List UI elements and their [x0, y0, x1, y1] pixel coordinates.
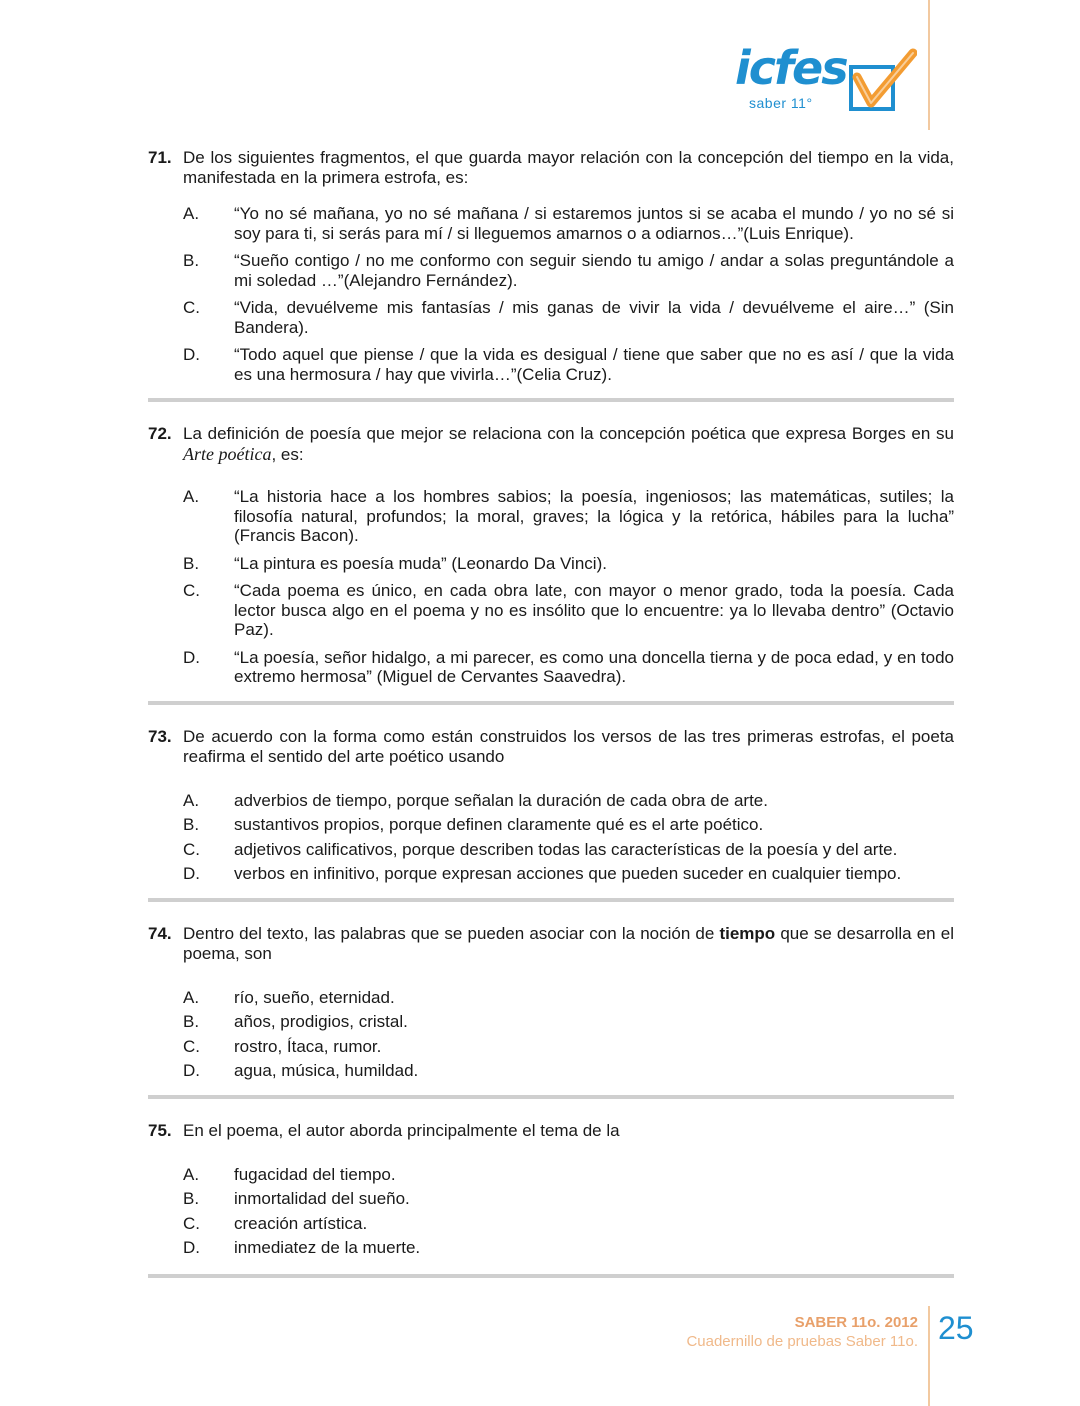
- question-stem: La definición de poesía que mejor se relaciona con la concepción poética que expresa Borges en su Arte poética, es:: [183, 424, 954, 464]
- question-stem: En el poema, el autor aborda principalmente el tema de la: [183, 1120, 620, 1140]
- option-a[interactable]: [183, 204, 954, 243]
- option-text: inmediatez de la muerte.: [234, 1238, 421, 1257]
- option-b[interactable]: [183, 251, 954, 290]
- option-a[interactable]: [183, 1165, 954, 1185]
- question-75: [148, 1121, 954, 1278]
- option-letter: D.: [183, 647, 200, 667]
- answer-options: [183, 988, 954, 1081]
- option-letter: B.: [183, 251, 200, 270]
- footer-title: SABER 11o. 2012: [794, 1314, 918, 1331]
- question-number: 72.: [148, 424, 172, 443]
- option-text: sustantivos propios, porque definen claramente qué es el arte poético.: [234, 815, 764, 834]
- footer-subtitle: Cuadernillo de pruebas Saber 11o.: [686, 1333, 918, 1350]
- question-separator: [148, 1095, 954, 1099]
- option-letter: A.: [183, 987, 200, 1007]
- question-number: 71.: [148, 148, 172, 167]
- option-c[interactable]: [183, 1037, 954, 1057]
- option-c[interactable]: [183, 298, 954, 337]
- answer-options: [183, 791, 954, 884]
- header-divider-line: [928, 0, 930, 130]
- option-text: “La pintura es poesía muda” (Leonardo Da Vinci).: [234, 553, 607, 573]
- option-text: adverbios de tiempo, porque señalan la duración de cada obra de arte.: [234, 790, 768, 810]
- option-letter: B.: [183, 1189, 200, 1208]
- question-stem: De acuerdo con la forma como están construidos los versos de las tres primeras estrofas, el poeta reafirma el sentido del arte poético usando: [183, 726, 954, 766]
- option-letter: C.: [183, 839, 200, 859]
- option-letter: C.: [183, 1213, 200, 1233]
- option-text: creación artística.: [234, 1213, 368, 1233]
- question-71: [148, 148, 954, 402]
- option-text: fugacidad del tiempo.: [234, 1164, 396, 1184]
- questions-list: [148, 148, 954, 1278]
- option-c[interactable]: [183, 1214, 954, 1234]
- answer-options: [183, 204, 954, 384]
- page-footer: [686, 1314, 918, 1351]
- option-text: “Todo aquel que piense / que la vida es desigual / tiene que saber que no es así / que la vida es una hermosura / hay que vivirla…”(Celia Cruz).: [234, 345, 954, 384]
- option-text: río, sueño, eternidad.: [234, 987, 395, 1007]
- option-a[interactable]: [183, 791, 954, 811]
- option-letter: A.: [183, 204, 200, 223]
- answer-options: [183, 1165, 954, 1258]
- icfes-logo: [735, 41, 915, 117]
- option-letter: D.: [183, 864, 200, 883]
- option-text: “La poesía, señor hidalgo, a mi parecer, es como una doncella tierna y de poca edad, y en todo extremo hermosa” (Miguel de Cervantes Saavedra).: [234, 647, 954, 686]
- question-number: 73.: [148, 726, 172, 746]
- option-letter: A.: [183, 1164, 200, 1184]
- option-letter: B.: [183, 1012, 200, 1031]
- question-separator: [148, 398, 954, 402]
- question-separator: [148, 701, 954, 705]
- option-d[interactable]: [183, 648, 954, 687]
- option-letter: C.: [183, 1036, 200, 1056]
- question-74: [148, 924, 954, 1099]
- option-letter: C.: [183, 298, 200, 317]
- page-number: 25: [938, 1310, 974, 1346]
- option-b[interactable]: [183, 554, 954, 574]
- option-d[interactable]: [183, 864, 954, 884]
- option-d[interactable]: [183, 345, 954, 384]
- question-stem: De los siguientes fragmentos, el que guarda mayor relación con la concepción del tiempo en la vida, manifestada en la primera estrofa, es:: [183, 148, 954, 187]
- option-text: inmortalidad del sueño.: [234, 1189, 410, 1208]
- question-73: [148, 727, 954, 902]
- option-b[interactable]: [183, 815, 954, 835]
- option-letter: C.: [183, 581, 200, 600]
- option-letter: D.: [183, 1061, 200, 1080]
- checkmark-icon: [847, 47, 917, 113]
- option-text: “Yo no sé mañana, yo no sé mañana / si estaremos juntos si se acaba el mundo / yo no sé si soy para ti, si serás para mí / si lleguemos amarnos o a odiarnos…”(Luis Enrique).: [234, 204, 954, 243]
- option-b[interactable]: [183, 1012, 954, 1032]
- italic-title: Arte poética: [183, 444, 272, 464]
- option-c[interactable]: [183, 840, 954, 860]
- question-stem: Dentro del texto, las palabras que se pueden asociar con la noción de tiempo que se desarrolla en el poema, son: [183, 923, 954, 963]
- option-c[interactable]: [183, 581, 954, 640]
- question-72: [148, 424, 954, 705]
- question-number: 74.: [148, 923, 172, 943]
- option-d[interactable]: [183, 1238, 954, 1258]
- question-number: 75.: [148, 1120, 172, 1140]
- option-d[interactable]: [183, 1061, 954, 1081]
- option-letter: A.: [183, 487, 200, 506]
- bold-keyword: tiempo: [719, 923, 776, 943]
- option-text: rostro, Ítaca, rumor.: [234, 1036, 382, 1056]
- question-separator: [148, 1274, 954, 1278]
- option-letter: A.: [183, 790, 200, 810]
- option-text: “Sueño contigo / no me conformo con seguir siendo tu amigo / andar a solas preguntándole a mi soledad …”(Alejandro Fernández).: [234, 251, 954, 290]
- logo-wordmark: icfes: [735, 41, 847, 95]
- option-text: “Vida, devuélveme mis fantasías / mis ganas de vivir la vida / devuélveme el aire…” (Sin Bandera).: [234, 298, 954, 337]
- option-text: verbos en infinitivo, porque expresan acciones que pueden suceder en cualquier tiempo.: [234, 864, 902, 883]
- option-letter: D.: [183, 1238, 200, 1257]
- option-text: “Cada poema es único, en cada obra late, con mayor o menor grado, toda la poesía. Cada lector busca algo en el poema y no es insólito que lo encuentre: ya lo llevaba dentro” (Octavio Paz).: [234, 581, 954, 639]
- option-letter: B.: [183, 815, 200, 834]
- option-text: adjetivos calificativos, porque describen todas las características de la poesía y del arte.: [234, 839, 898, 859]
- option-text: “La historia hace a los hombres sabios; la poesía, ingeniosos; las matemáticas, sutiles; la filosofía natural, profundos; la moral, graves; la lógica y la retórica, hábiles para la lucha” (Francis Bacon).: [234, 487, 954, 545]
- answer-options: [183, 487, 954, 687]
- option-letter: D.: [183, 345, 200, 364]
- logo-subtitle: saber 11°: [749, 95, 813, 111]
- option-a[interactable]: [183, 487, 954, 546]
- option-text: agua, música, humildad.: [234, 1061, 419, 1080]
- question-separator: [148, 898, 954, 902]
- footer-divider-line: [928, 1306, 930, 1406]
- option-a[interactable]: [183, 988, 954, 1008]
- option-letter: B.: [183, 553, 200, 573]
- option-b[interactable]: [183, 1189, 954, 1209]
- option-text: años, prodigios, cristal.: [234, 1012, 408, 1031]
